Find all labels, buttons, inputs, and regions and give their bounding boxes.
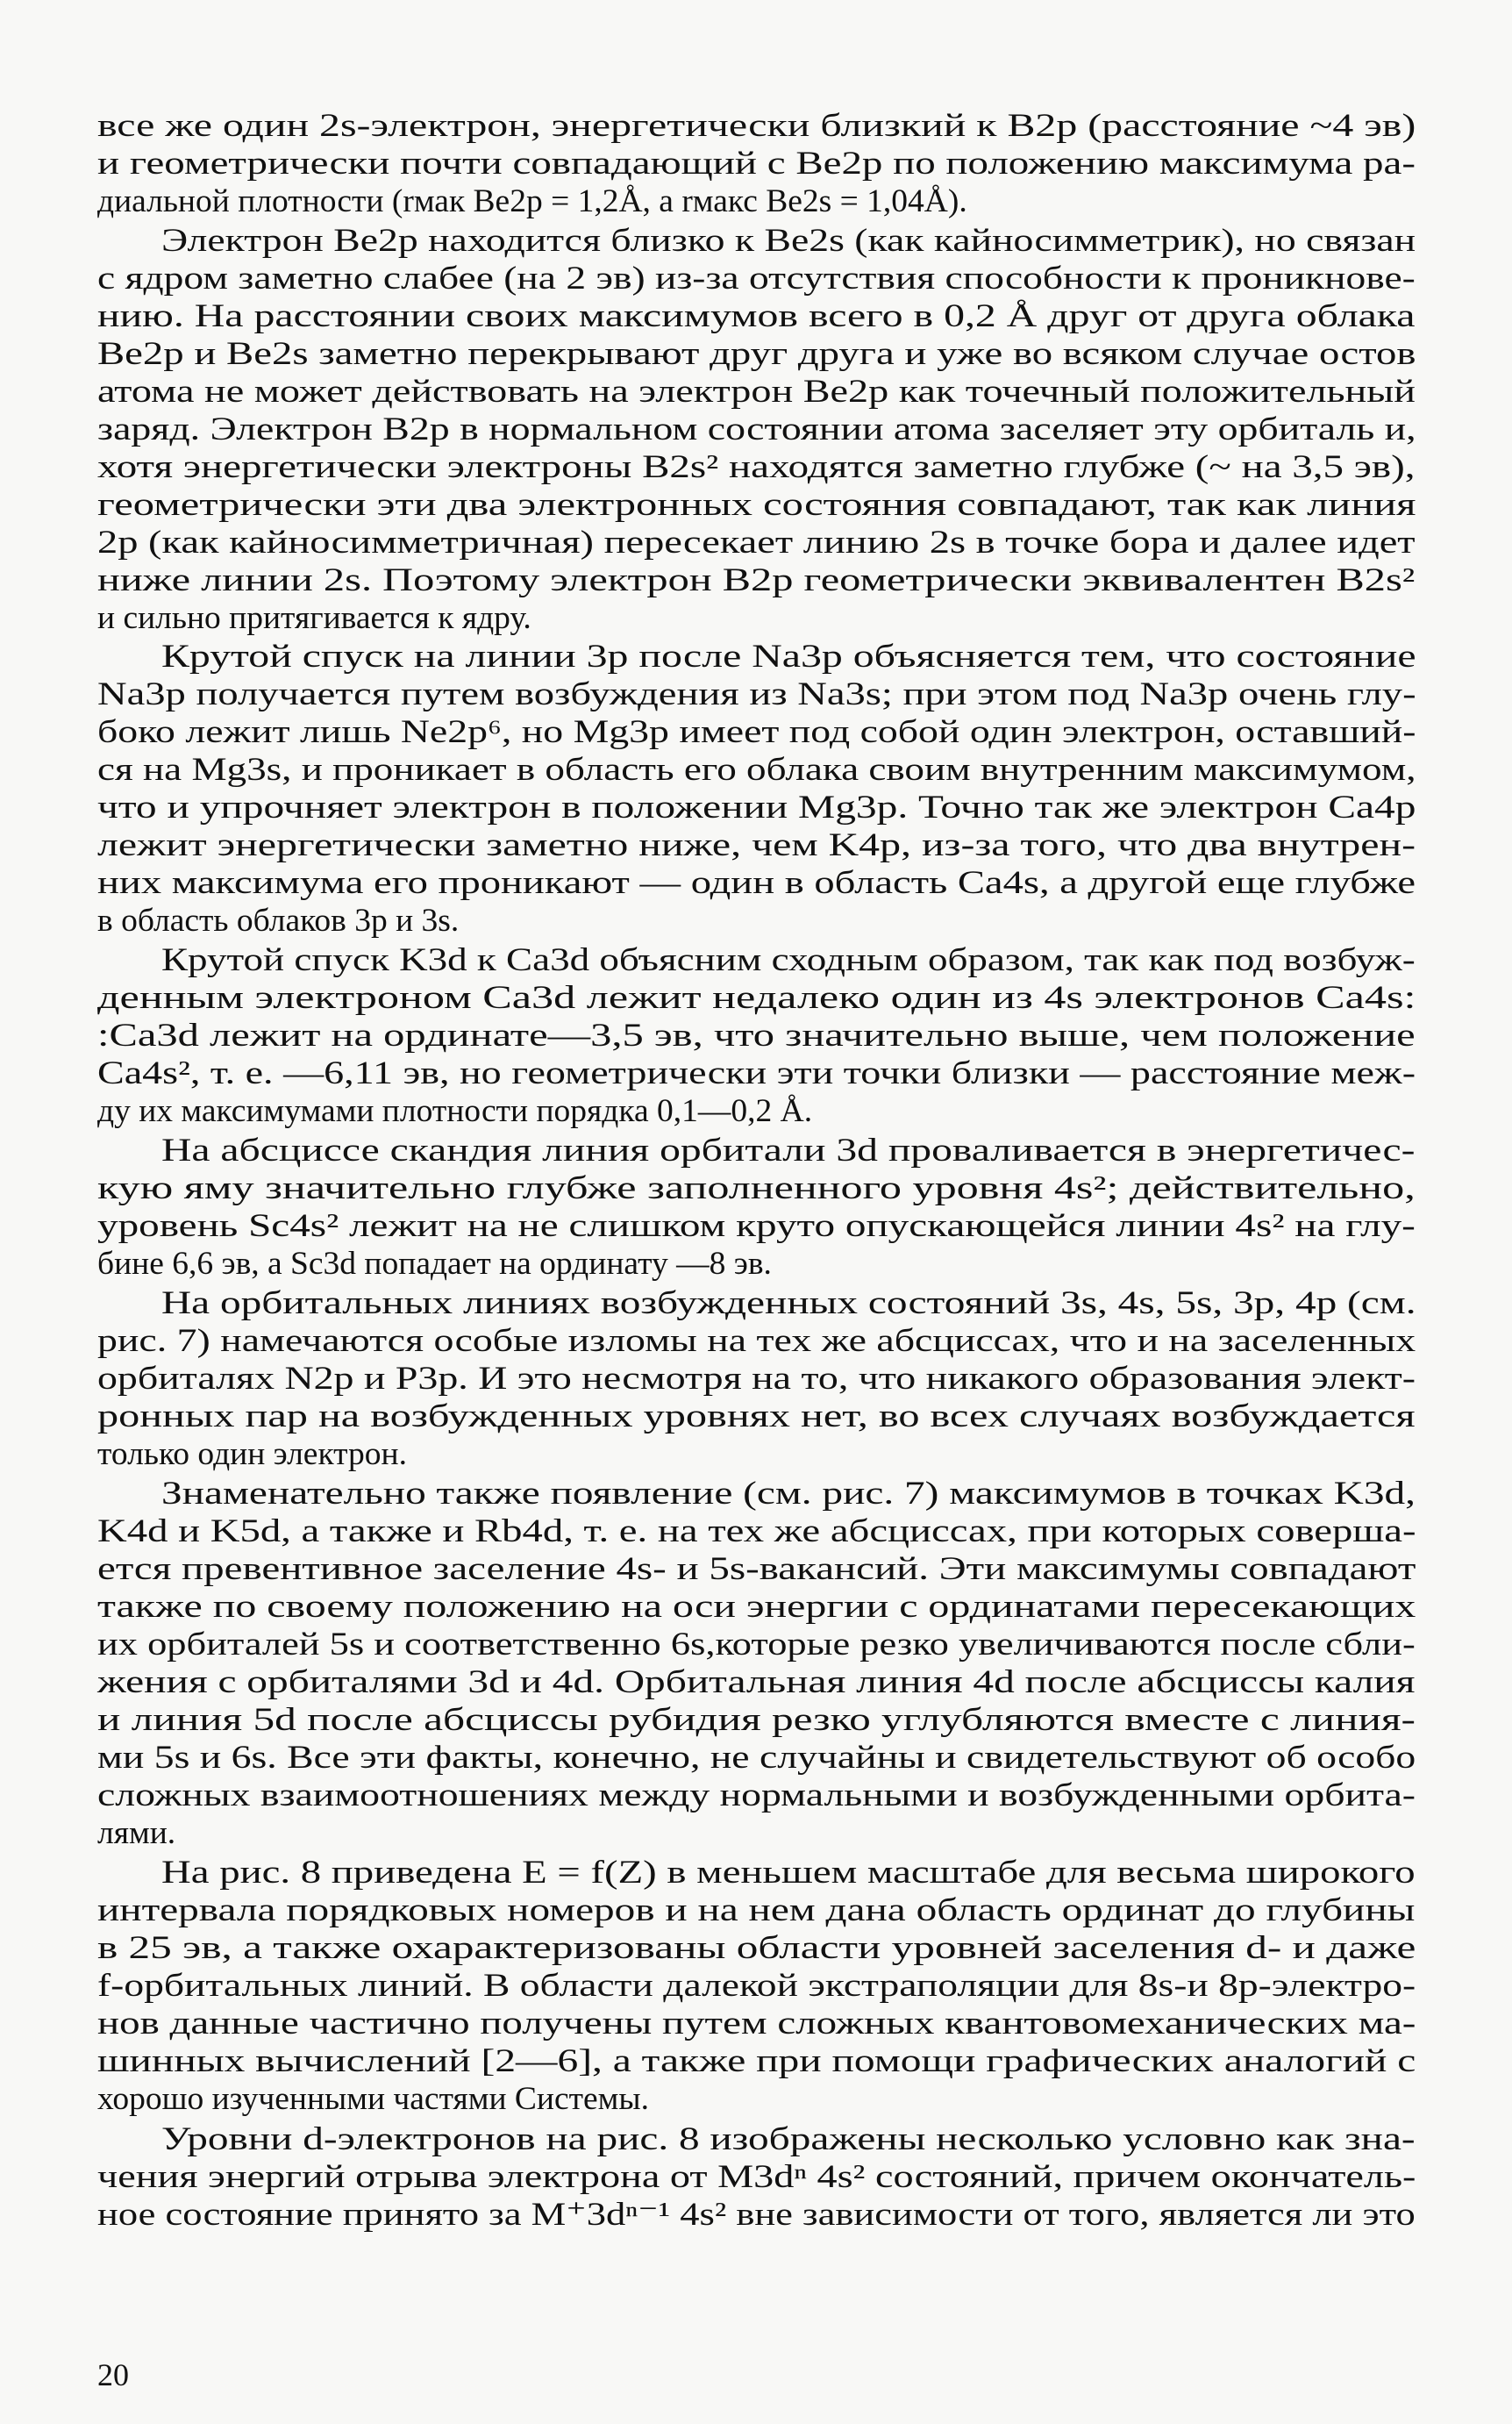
text-line: бине 6,6 эв, а Sc3d попадает на ординату —8 эв. [97, 1246, 772, 1282]
text-line: также по своему положению на оси энергии с ординатами пересекающих [97, 1589, 1416, 1625]
text-line: чения энергий отрыва электрона от M3dⁿ 4s² состояний, причем окончатель- [97, 2159, 1416, 2195]
text-line: их орбиталей 5s и соответственно 6s,которые резко увеличиваются после сбли- [97, 1627, 1416, 1662]
text-line: нию. На расстоянии своих максимумов всего в 0,2 Å друг от друга облака [97, 298, 1416, 334]
text-line: ется превентивное заселение 4s- и 5s-вакансий. Эти максимумы совпадают [97, 1551, 1416, 1587]
text-line: и линия 5d после абсциссы рубидия резко углубляются вместе с линия- [97, 1702, 1416, 1738]
text-line: шинных вычислений [2—6], а также при помощи графических аналогий с [97, 2043, 1416, 2079]
text-line: хорошо изученными частями Системы. [97, 2081, 649, 2117]
text-line: лями. [97, 1815, 176, 1851]
text-line: сложных взаимоотношениях между нормальными и возбужденными орбита- [97, 1777, 1416, 1813]
text-line: Na3p получается путем возбуждения из Na3s; при этом под Na3p очень глу- [97, 676, 1416, 712]
text-line: ду их максимумами плотности порядка 0,1—0,2 Å. [97, 1093, 813, 1129]
text-line: с ядром заметно слабее (на 2 эв) из-за отсутствия способности к проникнове- [97, 261, 1416, 297]
text-line: в 25 эв, а также охарактеризованы области уровней заселения d- и даже [97, 1930, 1416, 1966]
text-line: ся на Mg3s, и проникает в область его облака своим внутренним максимумом, [97, 752, 1416, 788]
text-line: в область облаков 3p и 3s. [97, 903, 460, 939]
text-line: орбиталях N2p и P3p. И это несмотря на то, что никакого образования элект- [97, 1361, 1416, 1397]
text-line: 2p (как кайносимметричная) пересекает линию 2s в точке бора и далее идет [97, 525, 1416, 561]
text-line: только один электрон. [97, 1436, 407, 1472]
text-line: боко лежит лишь Ne2p⁶, но Mg3p имеет под собой один электрон, оставший- [97, 714, 1416, 750]
text-line: На абсциссе скандия линия орбитали 3d проваливается в энергетичес- [161, 1133, 1416, 1169]
text-line: жения с орбиталями 3d и 4d. Орбитальная линия 4d после абсциссы калия [97, 1664, 1416, 1700]
text-line: хотя энергетически электроны B2s² находятся заметно глубже (~ на 3,5 эв), [97, 449, 1416, 485]
text-line: Крутой спуск K3d к Ca3d объясним сходным образом, так как под возбуж- [161, 942, 1416, 978]
text-line: Электрон Be2p находится близко к Be2s (как кайносимметрик), но связан [161, 223, 1416, 259]
text-line: и сильно притягивается к ядру. [97, 600, 531, 636]
text-line: Уровни d-электронов на рис. 8 изображены несколько условно как зна- [161, 2121, 1416, 2157]
text-line: заряд. Электрон B2p в нормальном состоянии атома заселяет эту орбиталь и, [97, 411, 1416, 447]
text-line: Крутой спуск на линии 3p после Na3p объясняется тем, что состояние [161, 639, 1416, 675]
text-line: На орбитальных линиях возбужденных состояний 3s, 4s, 5s, 3p, 4p (см. [161, 1285, 1416, 1321]
text-line: кую яму значительно глубже заполненного уровня 4s²; действительно, [97, 1170, 1416, 1206]
text-line: На рис. 8 приведена E = f(Z) в меньшем масштабе для весьма широкого [161, 1855, 1416, 1891]
text-line: них максимума его проникают — один в область Ca4s, а другой еще глубже [97, 865, 1416, 901]
text-line: геометрически эти два электронных состояния совпадают, так как линия [97, 487, 1416, 523]
text-line: Знаменательно также появление (см. рис. 7) максимумов в точках K3d, [161, 1476, 1416, 1512]
text-line: атома не может действовать на электрон Be2p как точечный положительный [97, 374, 1416, 410]
text-line: ронных пар на возбужденных уровнях нет, во всех случаях возбуждается [97, 1398, 1416, 1434]
text-line: ниже линии 2s. Поэтому электрон B2p геометрически эквивалентен B2s² [97, 562, 1416, 598]
text-line: рис. 7) намечаются особые изломы на тех же абсциссах, что и на заселенных [97, 1323, 1416, 1359]
text-line: ми 5s и 6s. Все эти факты, конечно, не случайны и свидетельствуют об особо [97, 1740, 1416, 1776]
text-line: ное состояние принято за M⁺3dⁿ⁻¹ 4s² вне зависимости от того, является ли это [97, 2197, 1416, 2233]
text-line: Ca4s², т. е. —6,11 эв, но геометрически эти точки близки — расстояние меж- [97, 1055, 1416, 1091]
text-line: что и упрочняет электрон в положении Mg3p. Точно так же электрон Ca4p [97, 790, 1416, 826]
text-line: все же один 2s-электрон, энергетически близкий к В2p (расстояние ~4 эв) [97, 108, 1416, 144]
text-line: Be2p и Be2s заметно перекрывают друг друга и уже во всяком случае остов [97, 336, 1416, 372]
text-line: уровень Sc4s² лежит на не слишком круто опускающейся линии 4s² на глу- [97, 1208, 1416, 1244]
text-line: и геометрически почти совпадающий с Be2p по положению максимума ра- [97, 146, 1416, 182]
text-line: K4d и K5d, а также и Rb4d, т. е. на тех же абсциссах, при которых соверша- [97, 1513, 1416, 1549]
text-line: интервала порядковых номеров и на нем дана область ординат до глубины [97, 1892, 1416, 1928]
page-number: 20 [97, 2357, 129, 2392]
text-line: f-орбитальных линий. В области далекой экстраполяции для 8s-и 8p-электро- [97, 1968, 1416, 2004]
text-line: :Ca3d лежит на ординате—3,5 эв, что значительно выше, чем положение [97, 1018, 1416, 1054]
text-line: диальной плотности (rмак Be2p = 1,2Å, а rмакс Be2s = 1,04Å). [97, 183, 967, 219]
text-line: лежит энергетически заметно ниже, чем K4p, из-за того, что два внутрен- [97, 827, 1416, 863]
text-line: денным электроном Ca3d лежит недалеко один из 4s электронов Ca4s: [97, 980, 1416, 1016]
text-line: нов данные частично получены путем сложных квантовомеханических ма- [97, 2006, 1416, 2041]
